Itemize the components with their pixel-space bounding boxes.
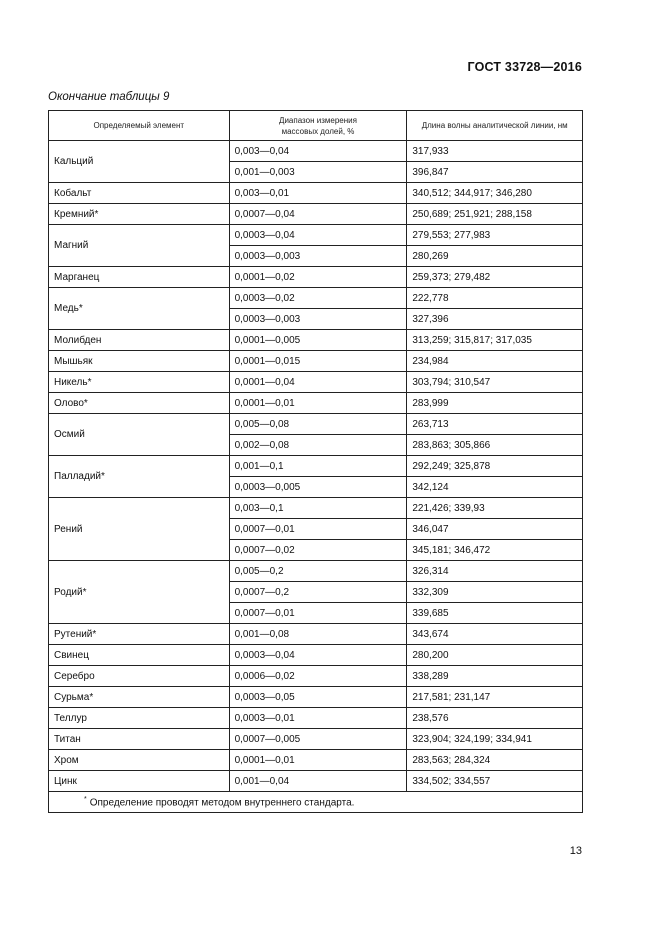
- element-cell: Мышьяк: [49, 351, 230, 372]
- page-number: 13: [569, 845, 582, 857]
- table-row: [49, 288, 583, 309]
- range-cell: 0,0001—0,04: [229, 372, 407, 393]
- column-header-element: Определяемый элемент: [49, 111, 230, 141]
- range-cell: 0,0007—0,2: [229, 582, 407, 603]
- range-cell: 0,0001—0,01: [229, 393, 407, 414]
- wavelength-cell: 259,373; 279,482: [407, 267, 583, 288]
- element-cell: Магний: [49, 225, 230, 267]
- element-cell: Марганец: [49, 267, 230, 288]
- range-cell: 0,0003—0,04: [229, 225, 407, 246]
- table-row: [49, 141, 583, 162]
- element-cell: Олово*: [49, 393, 230, 414]
- table-row: [49, 351, 583, 372]
- table-row: [49, 771, 583, 792]
- range-cell: 0,001—0,08: [229, 624, 407, 645]
- table-caption: Окончание таблицы 9: [48, 91, 170, 103]
- table-row: [49, 708, 583, 729]
- element-cell: Кобальт: [49, 183, 230, 204]
- column-header-wavelength: Длина волны аналитической линии, нм: [407, 111, 583, 141]
- range-cell: 0,003—0,04: [229, 141, 407, 162]
- element-cell: Осмий: [49, 414, 230, 456]
- element-cell: Рутений*: [49, 624, 230, 645]
- wavelength-cell: 238,576: [407, 708, 583, 729]
- element-cell: Теллур: [49, 708, 230, 729]
- wavelength-cell: 280,269: [407, 246, 583, 267]
- wavelength-cell: 346,047: [407, 519, 583, 540]
- element-cell: Медь*: [49, 288, 230, 330]
- wavelength-cell: 283,563; 284,324: [407, 750, 583, 771]
- table-row: [49, 330, 583, 351]
- element-cell: Хром: [49, 750, 230, 771]
- wavelength-cell: 338,289: [407, 666, 583, 687]
- wavelength-cell: 317,933: [407, 141, 583, 162]
- element-cell: Молибден: [49, 330, 230, 351]
- wavelength-cell: 313,259; 315,817; 317,035: [407, 330, 583, 351]
- table-row: [49, 267, 583, 288]
- range-cell: 0,0003—0,02: [229, 288, 407, 309]
- table-row: [49, 225, 583, 246]
- range-cell: 0,0007—0,005: [229, 729, 407, 750]
- range-cell: 0,002—0,08: [229, 435, 407, 456]
- table-row: [49, 750, 583, 771]
- range-cell: 0,005—0,2: [229, 561, 407, 582]
- table-row: [49, 393, 583, 414]
- table-row: [49, 456, 583, 477]
- footnote-cell: [49, 792, 583, 813]
- element-cell: Палладий*: [49, 456, 230, 498]
- range-cell: 0,0001—0,005: [229, 330, 407, 351]
- wavelength-cell: 332,309: [407, 582, 583, 603]
- footnote-text: Определение проводят методом внутреннего стандарта.: [89, 797, 355, 809]
- table-row: [49, 561, 583, 582]
- range-cell: 0,0003—0,04: [229, 645, 407, 666]
- wavelength-cell: 283,999: [407, 393, 583, 414]
- wavelength-cell: 339,685: [407, 603, 583, 624]
- range-cell: 0,0007—0,01: [229, 603, 407, 624]
- element-cell: Титан: [49, 729, 230, 750]
- range-cell: 0,0007—0,04: [229, 204, 407, 225]
- element-cell: Цинк: [49, 771, 230, 792]
- table-row: [49, 498, 583, 519]
- table-body: [49, 141, 583, 792]
- wavelength-cell: 345,181; 346,472: [407, 540, 583, 561]
- range-cell: 0,001—0,04: [229, 771, 407, 792]
- range-cell: 0,001—0,003: [229, 162, 407, 183]
- wavelength-cell: 263,713: [407, 414, 583, 435]
- table-row: [49, 687, 583, 708]
- wavelength-cell: 340,512; 344,917; 346,280: [407, 183, 583, 204]
- table-row: [49, 624, 583, 645]
- range-cell: 0,001—0,1: [229, 456, 407, 477]
- table-row: [49, 729, 583, 750]
- wavelength-cell: 342,124: [407, 477, 583, 498]
- wavelength-cell: 292,249; 325,878: [407, 456, 583, 477]
- table-header-row: [49, 111, 583, 141]
- wavelength-cell: 327,396: [407, 309, 583, 330]
- standard-number: ГОСТ 33728—2016: [467, 60, 582, 74]
- wavelength-cell: 221,426; 339,93: [407, 498, 583, 519]
- element-cell: Кремний*: [49, 204, 230, 225]
- wavelength-cell: 334,502; 334,557: [407, 771, 583, 792]
- range-cell: 0,0007—0,02: [229, 540, 407, 561]
- table-row: [49, 414, 583, 435]
- range-cell: 0,0003—0,01: [229, 708, 407, 729]
- wavelength-cell: 396,847: [407, 162, 583, 183]
- element-cell: Сурьма*: [49, 687, 230, 708]
- table-row: [49, 666, 583, 687]
- table-row: [49, 372, 583, 393]
- wavelength-cell: 343,674: [407, 624, 583, 645]
- range-cell: 0,0003—0,003: [229, 309, 407, 330]
- range-cell: 0,0006—0,02: [229, 666, 407, 687]
- range-cell: 0,003—0,1: [229, 498, 407, 519]
- footnote-row: [49, 792, 583, 813]
- element-cell: Свинец: [49, 645, 230, 666]
- table-row: [49, 645, 583, 666]
- wavelength-cell: 250,689; 251,921; 288,158: [407, 204, 583, 225]
- table-row: [49, 183, 583, 204]
- footnote-mark: *: [84, 795, 87, 803]
- range-cell: 0,005—0,08: [229, 414, 407, 435]
- wavelength-cell: 323,904; 324,199; 334,941: [407, 729, 583, 750]
- wavelength-cell: 217,581; 231,147: [407, 687, 583, 708]
- element-cell: Кальций: [49, 141, 230, 183]
- wavelength-cell: 280,200: [407, 645, 583, 666]
- table-row: [49, 204, 583, 225]
- range-cell: 0,0001—0,02: [229, 267, 407, 288]
- wavelength-cell: 303,794; 310,547: [407, 372, 583, 393]
- element-cell: Серебро: [49, 666, 230, 687]
- element-cell: Рений: [49, 498, 230, 561]
- range-cell: 0,003—0,01: [229, 183, 407, 204]
- range-cell: 0,0003—0,05: [229, 687, 407, 708]
- range-cell: 0,0003—0,003: [229, 246, 407, 267]
- data-table: [48, 110, 583, 813]
- wavelength-cell: 279,553; 277,983: [407, 225, 583, 246]
- wavelength-cell: 222,778: [407, 288, 583, 309]
- wavelength-cell: 234,984: [407, 351, 583, 372]
- range-cell: 0,0001—0,015: [229, 351, 407, 372]
- wavelength-cell: 283,863; 305,866: [407, 435, 583, 456]
- element-cell: Родий*: [49, 561, 230, 624]
- element-cell: Никель*: [49, 372, 230, 393]
- range-cell: 0,0003—0,005: [229, 477, 407, 498]
- wavelength-cell: 326,314: [407, 561, 583, 582]
- column-header-range: Диапазон измерения массовых долей, %: [229, 111, 407, 141]
- range-cell: 0,0001—0,01: [229, 750, 407, 771]
- range-cell: 0,0007—0,01: [229, 519, 407, 540]
